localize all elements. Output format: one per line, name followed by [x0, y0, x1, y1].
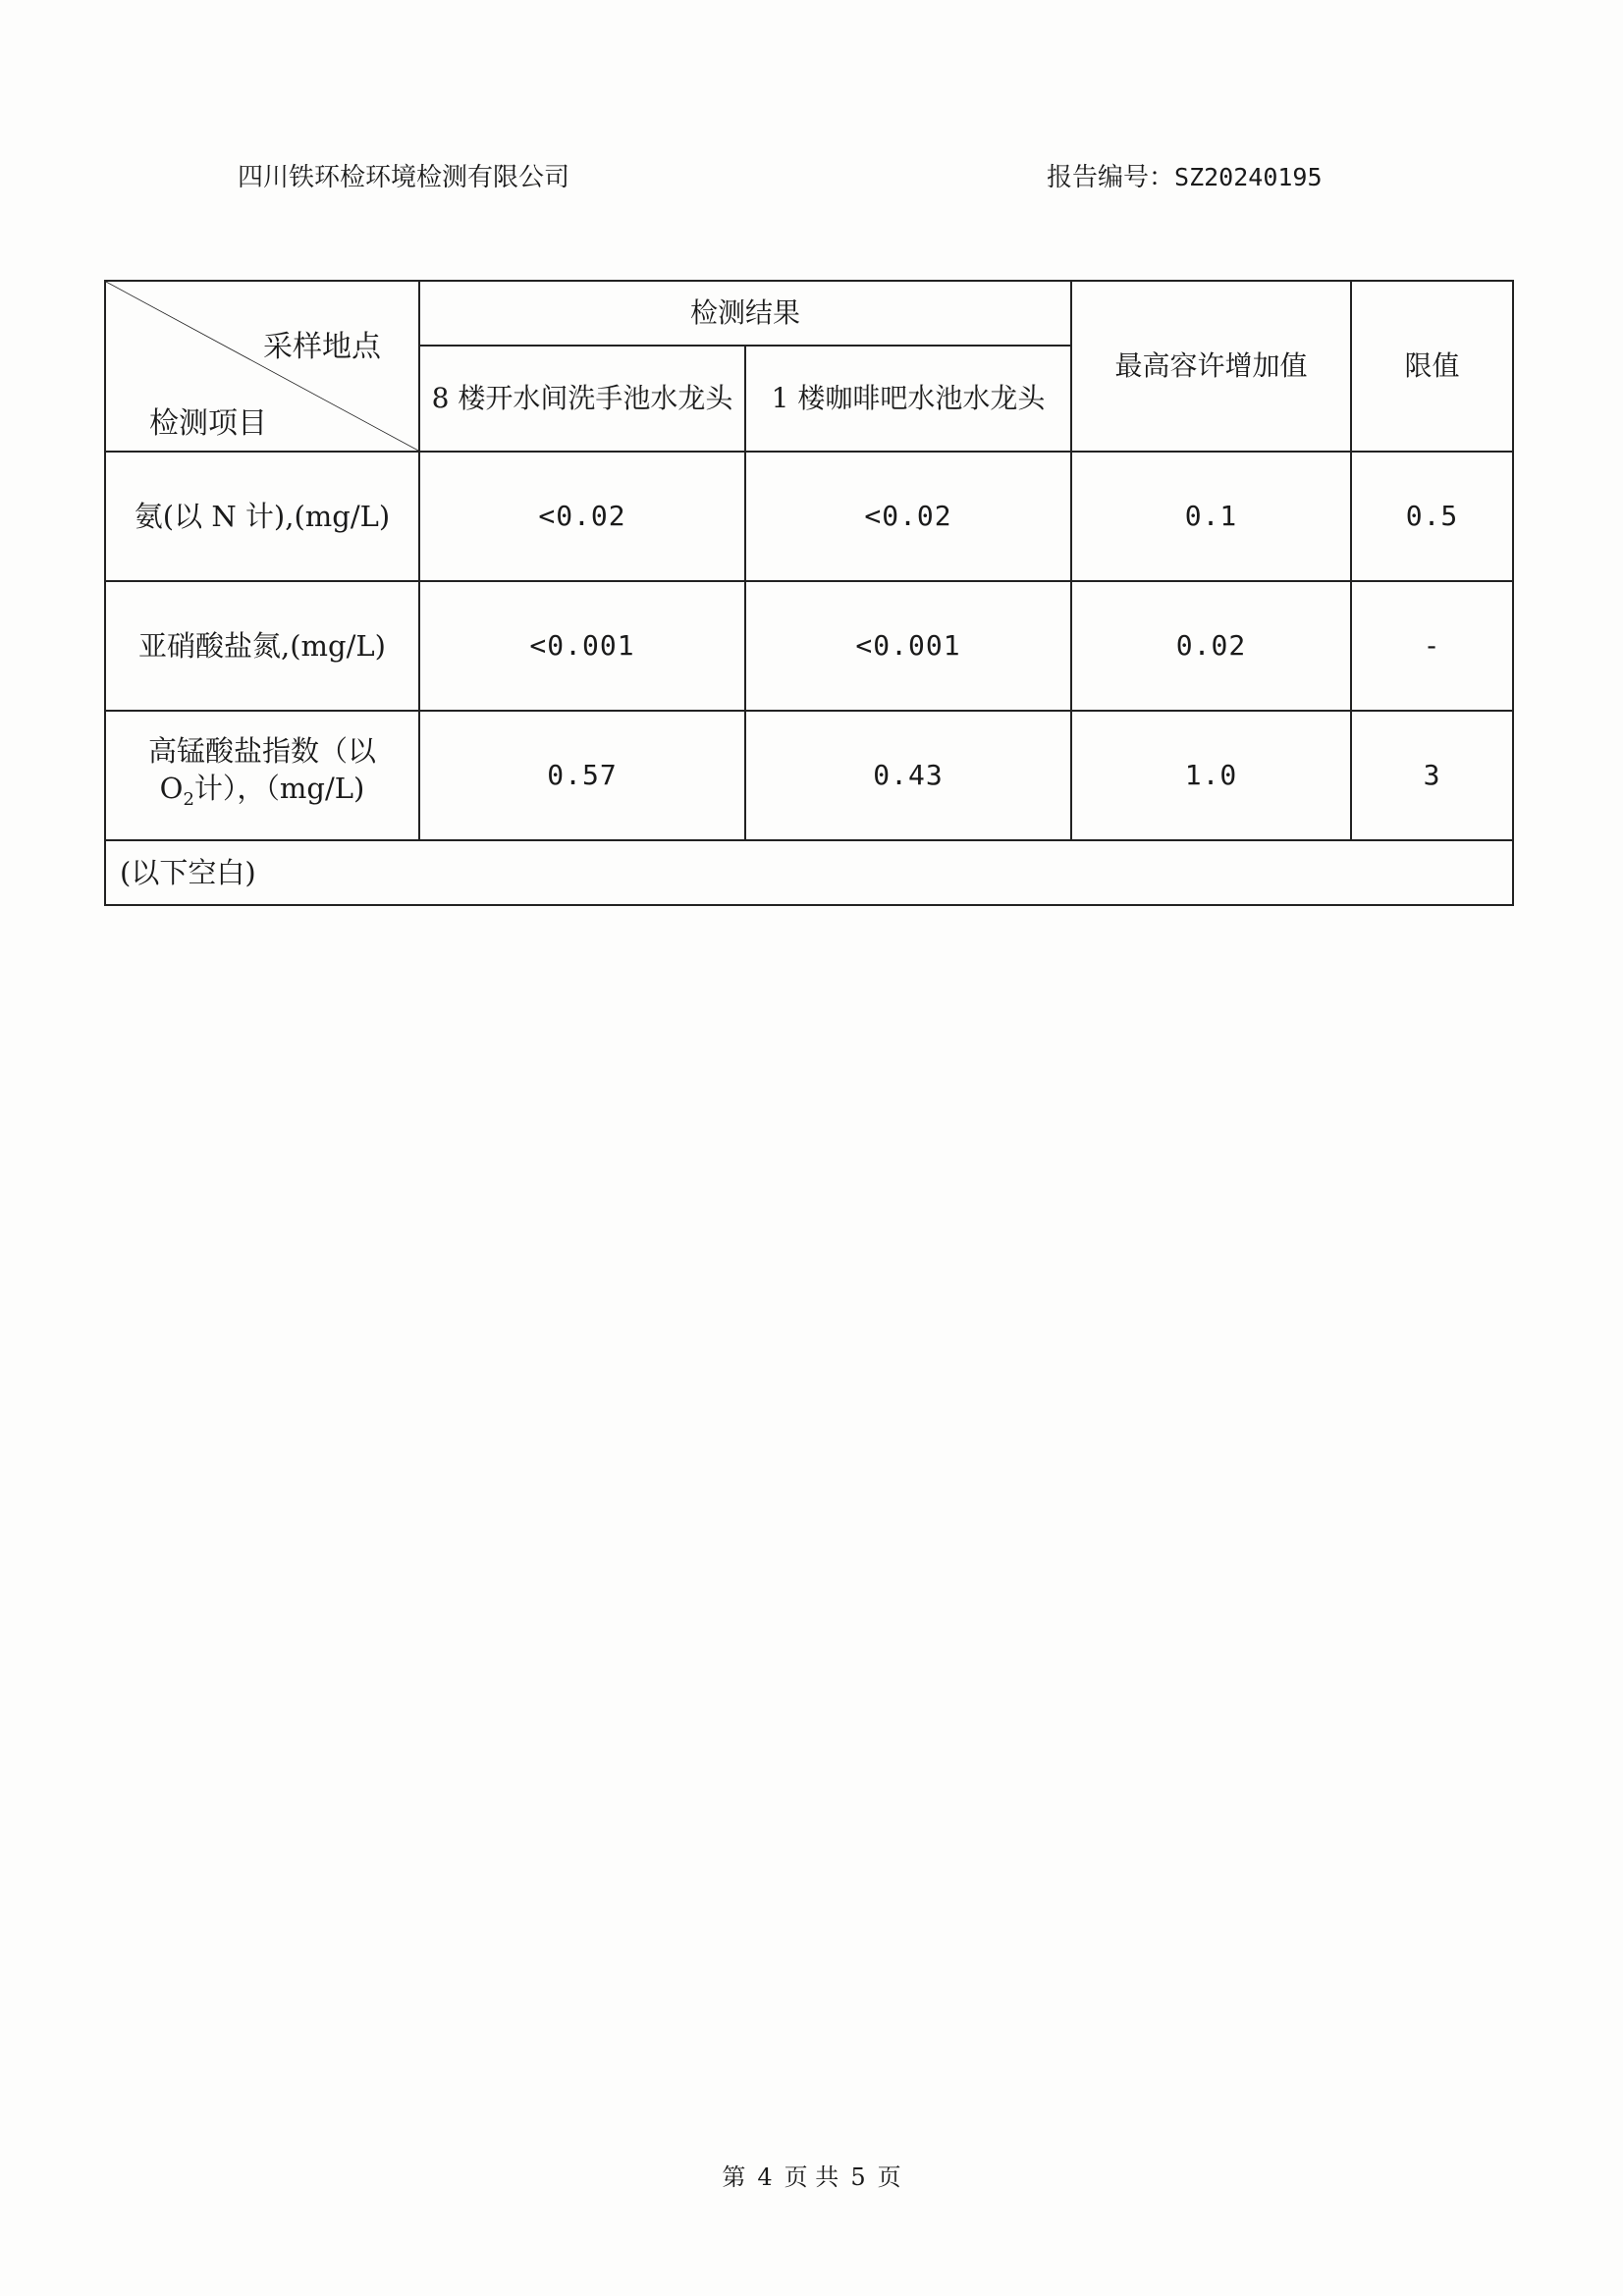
blank-note: (以下空白)	[105, 840, 1513, 905]
page-current: 4	[757, 2163, 773, 2191]
cell-max-increase: 0.02	[1071, 581, 1351, 711]
column-header-limit: 限值	[1351, 281, 1513, 452]
cell-limit: 0.5	[1351, 452, 1513, 581]
report-number-label: 报告编号：	[1047, 163, 1175, 192]
row-item-nitrite: 亚硝酸盐氮,(mg/L)	[105, 581, 419, 711]
page-total: 5	[850, 2163, 866, 2191]
table-corner-cell	[105, 281, 419, 452]
item-o: O	[159, 772, 184, 806]
cell-max-increase: 1.0	[1071, 711, 1351, 840]
corner-label-location: 采样地点	[263, 330, 381, 364]
cell-loc2-value: <0.02	[745, 452, 1071, 581]
table-row	[105, 581, 1513, 711]
cell-limit: -	[1351, 581, 1513, 711]
company-name: 四川铁环检环境检测有限公司	[238, 163, 570, 192]
cell-loc1-value: 0.57	[419, 711, 745, 840]
cell-max-increase: 0.1	[1071, 452, 1351, 581]
item-text-line1: 高锰酸盐指数（以	[147, 734, 376, 769]
row-item-permanganate	[105, 711, 419, 840]
column-header-max-increase: 最高容许增加值	[1071, 281, 1351, 452]
cell-loc1-value: <0.02	[419, 452, 745, 581]
table-row	[105, 711, 1513, 840]
group-header-results: 检测结果	[419, 281, 1071, 346]
report-number: SZ20240195	[1174, 163, 1323, 191]
cell-limit: 3	[1351, 711, 1513, 840]
item-subscript: 2	[183, 788, 194, 810]
page-prefix: 第	[722, 2163, 746, 2191]
report-number-line	[1047, 157, 1323, 193]
row-item-ammonia: 氨(以 N 计),(mg/L)	[105, 452, 419, 581]
cell-loc1-value: <0.001	[419, 581, 745, 711]
result-table	[104, 280, 1514, 906]
page-footer	[0, 2158, 1623, 2192]
item-text-line2: 计），（mg/L)	[193, 772, 365, 806]
page-mid: 页 共	[784, 2163, 839, 2191]
corner-label-item: 检测项目	[149, 406, 267, 441]
page-suffix: 页	[877, 2163, 901, 2191]
column-header-location-1: 8 楼开水间洗手池水龙头	[419, 346, 745, 452]
cell-loc2-value: <0.001	[745, 581, 1071, 711]
table-row	[105, 452, 1513, 581]
column-header-location-2: 1 楼咖啡吧水池水龙头	[745, 346, 1071, 452]
cell-loc2-value: 0.43	[745, 711, 1071, 840]
